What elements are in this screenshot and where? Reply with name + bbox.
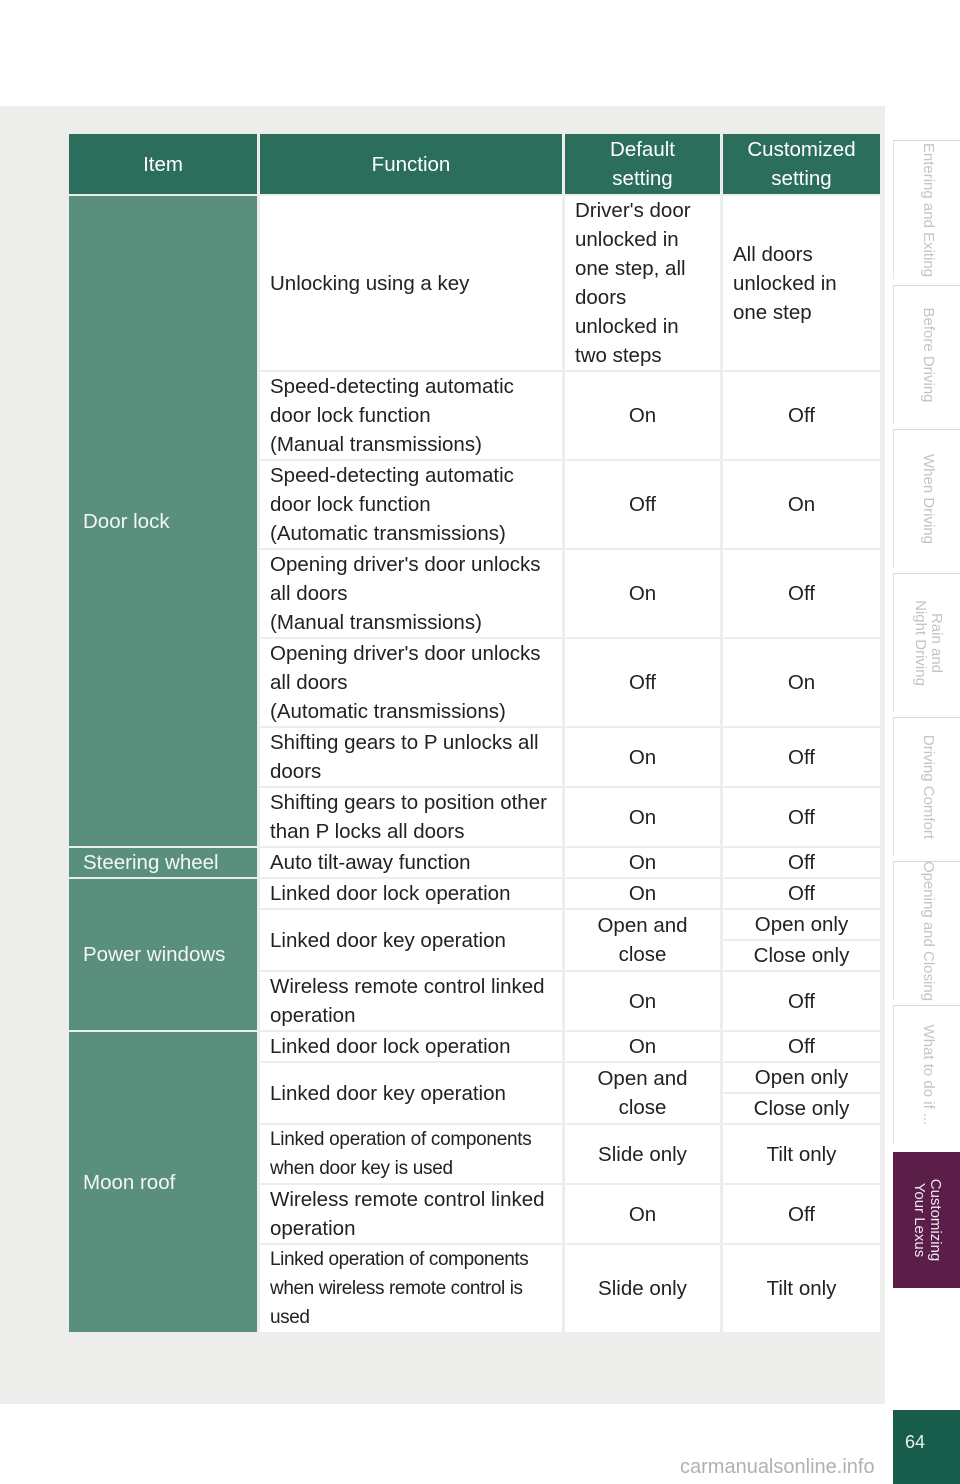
function-cell: Opening driver's door unlocks all doors (Automatic transmissions) — [260, 639, 562, 726]
customized-cell: On — [723, 461, 880, 548]
item-steering-wheel: Steering wheel — [69, 848, 257, 877]
default-cell: On — [565, 848, 720, 877]
tab-label: Customizing Your Lexus — [910, 1178, 944, 1262]
customized-cell: Off — [723, 1032, 880, 1061]
table-header-row — [69, 134, 880, 194]
watermark: carmanualsonline.info — [680, 1456, 875, 1478]
page-number-box — [893, 1410, 960, 1484]
default-cell: Open and close — [565, 910, 720, 970]
item-power-windows: Power windows — [69, 879, 257, 1030]
function-cell: Wireless remote control linked operation — [260, 1185, 562, 1243]
function-cell: Auto tilt-away function — [260, 848, 562, 877]
default-cell: On — [565, 972, 720, 1030]
customized-cell: Off — [723, 728, 880, 786]
customized-cell: Close only — [723, 1094, 880, 1123]
customized-cell: Off — [723, 788, 880, 846]
customized-cell: Off — [723, 972, 880, 1030]
function-cell: Linked door lock operation — [260, 879, 562, 908]
tab-label: What to do if ... — [919, 1024, 937, 1126]
default-cell: On — [565, 879, 720, 908]
function-cell: Opening driver's door unlocks all doors (Manual transmissions) — [260, 550, 562, 637]
customized-cell: Off — [723, 879, 880, 908]
tab-label: When Driving — [919, 453, 937, 545]
tab-when-driving[interactable] — [893, 429, 960, 568]
customized-cell: Open only — [723, 910, 880, 939]
default-cell: Slide only — [565, 1125, 720, 1183]
function-cell: Unlocking using a key — [260, 196, 562, 370]
customized-cell: Off — [723, 372, 880, 459]
header-customized: Customized setting — [723, 134, 880, 194]
table-row — [69, 196, 880, 370]
tab-customizing-your-lexus[interactable] — [893, 1152, 960, 1288]
header-default: Default setting — [565, 134, 720, 194]
customized-cell: Close only — [723, 941, 880, 970]
customization-table — [66, 132, 883, 1334]
tab-label: Rain and Night Driving — [911, 600, 945, 686]
customized-cell: Off — [723, 848, 880, 877]
default-cell: Driver's door unlocked in one step, all doors unlocked in two steps — [565, 196, 720, 370]
default-cell: On — [565, 1032, 720, 1061]
default-cell: Off — [565, 461, 720, 548]
default-cell: Off — [565, 639, 720, 726]
customized-cell: Off — [723, 1185, 880, 1243]
customized-cell: Off — [723, 550, 880, 637]
table-row — [69, 879, 880, 908]
item-moon-roof: Moon roof — [69, 1032, 257, 1332]
tab-opening-and-closing[interactable] — [893, 861, 960, 1000]
tab-entering-and-exiting[interactable] — [893, 140, 960, 279]
function-cell: Linked door key operation — [260, 1063, 562, 1123]
tab-label: Before Driving — [919, 307, 937, 403]
function-cell: Shifting gears to position other than P locks all doors — [260, 788, 562, 846]
tab-rain-and-night-driving[interactable] — [893, 573, 960, 712]
tab-driving-comfort[interactable] — [893, 717, 960, 856]
default-cell: On — [565, 1185, 720, 1243]
default-cell: On — [565, 550, 720, 637]
page-number: 64 — [905, 1432, 926, 1452]
table-row — [69, 1032, 880, 1061]
default-cell: Slide only — [565, 1245, 720, 1332]
header-function: Function — [260, 134, 562, 194]
tab-label: Driving Comfort — [919, 734, 937, 840]
table-row — [69, 848, 880, 877]
function-cell: Linked operation of components when door key is used — [260, 1125, 562, 1183]
default-cell: On — [565, 788, 720, 846]
function-cell: Speed-detecting automatic door lock function (Automatic transmissions) — [260, 461, 562, 548]
customized-cell: On — [723, 639, 880, 726]
function-cell: Speed-detecting automatic door lock function (Manual transmissions) — [260, 372, 562, 459]
function-cell: Shifting gears to P unlocks all doors — [260, 728, 562, 786]
header-item: Item — [69, 134, 257, 194]
tab-label: Opening and Closing — [919, 860, 937, 1002]
tab-what-to-do-if[interactable] — [893, 1005, 960, 1144]
tab-label: Entering and Exiting — [919, 142, 937, 278]
default-cell: Open and close — [565, 1063, 720, 1123]
function-cell: Linked door lock operation — [260, 1032, 562, 1061]
customized-cell: Open only — [723, 1063, 880, 1092]
default-cell: On — [565, 372, 720, 459]
customized-cell: All doors unlocked in one step — [723, 196, 880, 370]
tab-before-driving[interactable] — [893, 285, 960, 424]
default-cell: On — [565, 728, 720, 786]
customized-cell: Tilt only — [723, 1125, 880, 1183]
function-cell: Linked operation of components when wireless remote control is used — [260, 1245, 562, 1332]
customized-cell: Tilt only — [723, 1245, 880, 1332]
function-cell: Wireless remote control linked operation — [260, 972, 562, 1030]
item-door-lock: Door lock — [69, 196, 257, 846]
function-cell: Linked door key operation — [260, 910, 562, 970]
